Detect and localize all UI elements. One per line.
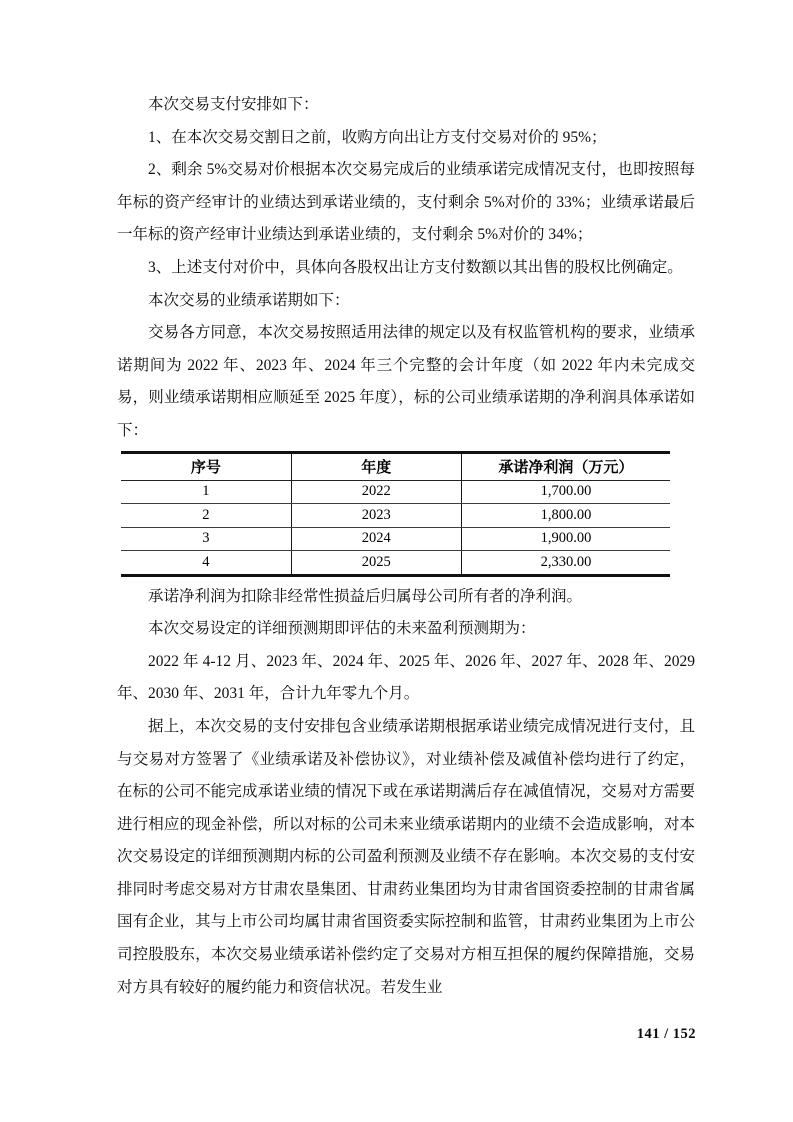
page-number: 141 / 152 <box>636 1026 696 1042</box>
table-cell: 1,700.00 <box>461 480 670 504</box>
paragraph: 1、在本次交易交割日之前，收购方向出让方支付交易对价的 95%； <box>148 128 607 146</box>
table-cell: 2,330.00 <box>540 553 592 570</box>
table-head <box>121 452 670 480</box>
paragraph: 2022 年 4-12 月、2023 年、2024 年、2025 年、2026 年、2027 年、2028 年、2029 年、2030 年、2031 年，合计九年零九个月。 <box>117 652 695 703</box>
paragraph: 本次交易支付安排如下： <box>148 96 319 113</box>
paragraphs-before-table <box>117 89 695 448</box>
table-header-cell: 序号 <box>121 452 291 480</box>
table-cell: 4 <box>121 551 291 576</box>
table-cell: 1 <box>121 480 291 504</box>
table-header-cell: 年度 <box>291 452 461 480</box>
table-row <box>121 551 670 576</box>
table-cell: 2 <box>121 504 291 528</box>
paragraph: 本次交易的业绩承诺期如下： <box>148 291 350 309</box>
paragraph: 交易各方同意，本次交易按照适用法律的规定以及有权监管机构的要求，业绩承诺期间为 2022 年、2023 年、2024 年三个完整的会计年度（如 2022 年内未完成交易，则业绩承诺期相应顺延至 2025 年度），标的公司业绩承诺期的净利润具体承诺如下： <box>117 324 695 439</box>
paragraph: 据上，本次交易的支付安排包含业绩承诺期根据承诺业绩完成情况进行支付，且与交易对方签署了《业绩承诺及补偿协议》，对业绩补偿及减值补偿均进行了约定，在标的公司不能完成承诺业绩的情况下或在承诺期满后存在减值情况，交易对方需要进行相应的现金补偿，所以对标的公司未来业绩承诺期内的业绩不会造成影响，对本次交易设定的详细预测期内标的公司盈利预测及业绩不存在影响。本次交易的支付安排同时考虑交易对方甘肃农垦集团、甘肃药业集团均为甘肃省国资委控制的甘肃省属国有企业，其与上市公司均属甘肃省国资委实际控制和监管，甘肃药业集团为上市公司控股股东，本次交易业绩承诺补偿约定了交易对方相互担保的履约保障措施，交易对方具有较好的履约能力和资信状况。若发生业 <box>117 717 695 996</box>
table-row <box>121 480 670 504</box>
page-body <box>117 89 695 1004</box>
table-cell: 3 <box>121 527 291 551</box>
paragraph: 2、剩余 5%交易对价根据本次交易完成后的业绩承诺完成情况支付，也即按照每年标的资产经审计的业绩达到承诺业绩的，支付剩余 5%对价的 33%；业绩承诺最后一年标的资产经审计业绩达到承诺业绩的，支付剩余 5%对价的 34%； <box>117 161 695 244</box>
paragraph: 本次交易设定的详细预测期即评估的未来盈利预测期为： <box>148 620 536 638</box>
table-row <box>121 504 670 528</box>
paragraph: 3、上述支付对价中，具体向各股权出让方支付数额以其出售的股权比例确定。 <box>148 258 683 276</box>
table-cell: 2025 <box>291 551 461 576</box>
table-cell: 1,800.00 <box>461 504 670 528</box>
table-cell: 2024 <box>291 527 461 551</box>
table-header-row <box>121 452 670 480</box>
table-cell: 2022 <box>291 480 461 504</box>
paragraph: 承诺净利润为扣除非经常性损益后归属母公司所有者的净利润。 <box>148 587 583 605</box>
paragraphs-after-table <box>117 581 695 1005</box>
table-cell: 2023 <box>291 504 461 528</box>
table-header-cell: 承诺净利润（万元） <box>461 452 670 480</box>
table-body <box>121 480 670 575</box>
profit-commitment-table <box>121 451 670 577</box>
table-cell: 1,900.00 <box>461 527 670 551</box>
table-row <box>121 527 670 551</box>
